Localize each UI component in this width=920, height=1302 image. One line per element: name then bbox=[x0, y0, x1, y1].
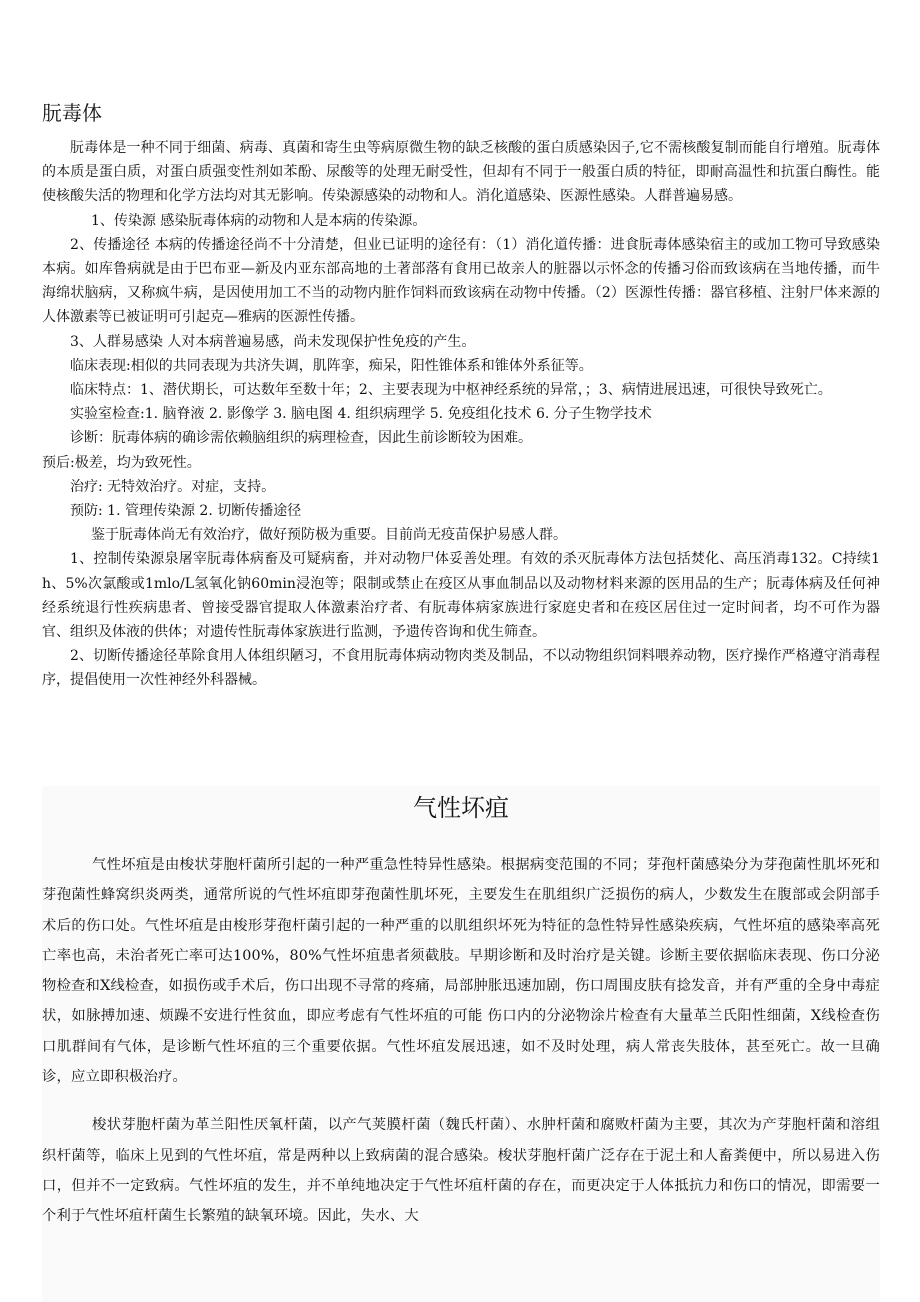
paragraph: 1、控制传染源泉屠宰朊毒体病畜及可疑病畜，并对动物尸体妥善处理。有效的杀灭朊毒体方法包括焚化、高压消毒132。C持续1h、5%次氯酸或1mlo/L氢氧化钠60min浸泡等；限制或禁止在疫区从事血制品以及动物材料来源的医用品的生产；朊毒体病及任何神经系统退行性疾病患者、曾接受器官提取人体激素治疗者、有朊毒体病家族进行家庭史者和在疫区居住过一定时间者，均不可作为器官、组织及体液的供体；对遗传性朊毒体家族进行监测，予遗传咨询和优生筛查。 bbox=[42, 551, 880, 641]
paragraph: 2、传播途径 本病的传播途径尚不十分清楚，但业已证明的途径有：（1）消化道传播：进食朊毒体感染宿主的或加工物可导致感染本病。如库鲁病就是由于巴布亚—新及内亚东部高地的土著部落有食用已故亲人的脏器以示怀念的传播习俗而致该病在当地传播，而牛海绵状脑病，又称疯牛病，是因使用加工不当的动物内脏作饲料而致该病在动物中传播。（2）医源性传播：器官移植、注射尸体来源的人体激素等已被证明可引起克—雅病的医源性传播。 bbox=[42, 236, 880, 326]
section-prion bbox=[42, 98, 880, 693]
paragraph: 梭状芽胞杆菌为革兰阳性厌氧杆菌，以产气荚膜杆菌（魏氏杆菌）、水肿杆菌和腐败杆菌为主要，其次为产芽胞杆菌和溶组织杆菌等，临床上见到的气性坏疽，常是两种以上致病菌的混合感染。梭状芽胞杆菌广泛存在于泥土和人畜粪便中，所以易进入伤口，但并不一定致病。气性坏疽的发生，并不单纯地决定于气性坏疽杆菌的存在，而更决定于人体抵抗力和伤口的情况，即需要一个利于气性坏疽杆菌生长繁殖的缺氧环境。因此，失水、大 bbox=[42, 1117, 880, 1225]
paragraph: 3、人群易感染 人对本病普遍易感，尚未发现保护性免疫的产生。 bbox=[70, 333, 476, 350]
paragraph: 预后:极差，均为致死性。 bbox=[42, 454, 201, 471]
paragraph: 诊断：朊毒体病的确诊需依赖脑组织的病理检查，因此生前诊断较为困难。 bbox=[70, 430, 532, 447]
paragraph: 2、切断传播途径革除食用人体组织陋习，不食用朊毒体病动物肉类及制品，不以动物组织饲料喂养动物，医疗操作严格遵守消毒程序，提倡使用一次性神经外科器械。 bbox=[42, 648, 880, 689]
paragraph: 治疗: 无特效治疗。对症，支持。 bbox=[70, 478, 276, 495]
paragraph: 气性坏疽是由梭状芽胞杆菌所引起的一种严重急性特异性感染。根据病变范围的不同；芽孢杆菌感染分为芽孢菌性肌坏死和芽孢菌性蜂窝织炎两类，通常所说的气性坏疽即芽孢菌性肌坏死，主要发生在肌组织广泛损伤的病人，少数发生在腹部或会阴部手术后的伤口处。气性坏疽是由梭形芽孢杆菌引起的一种严重的以肌组织坏死为特征的急性特异性感染疾病，气性坏疽的感染率高死亡率也高，未治者死亡率可达100%，80%气性坏疽患者须截肢。早期诊断和及时治疗是关键。诊断主要依据临床表现、伤口分泌物检查和X线检查，如损伤或手术后，伤口出现不寻常的疼痛，局部肿胀迅速加剧，伤口周围皮肤有捻发音，并有严重的全身中毒症状，如脉搏加速、烦躁不安进行性贫血，即应考虑有气性坏疽的可能 伤口内的分泌物涂片检查有大量革兰氏阳性细菌，X线检查伤口肌群间有气体，是诊断气性坏疽的三个重要依据。气性坏疽发展迅速，如不及时处理，病人常丧失肢体，甚至死亡。故一旦确诊，应立即积极治疗。 bbox=[42, 857, 880, 1086]
paragraph: 朊毒体是一种不同于细菌、病毒、真菌和寄生虫等病原微生物的缺乏核酸的蛋白质感染因子,它不需核酸复制而能自行增殖。朊毒体的本质是蛋白质，对蛋白质强变性剂如苯酚、尿酸等的处理无耐受性，但却有不同于一般蛋白质的特征，即耐高温性和抗蛋白酶性。能使核酸失活的物理和化学方法均对其无影响。传染源感染的动物和人。消化道感染、医源性感染。人群普遍易感。 bbox=[42, 140, 880, 205]
section-title-prion: 朊毒体 bbox=[42, 101, 102, 125]
paragraph: 预防: 1. 管理传染源 2. 切断传播途径 bbox=[70, 503, 302, 520]
paragraph: 临床特点：1、潜伏期长，可达数年至数十年；2、主要表现为中枢神经系统的异常，；3、病情进展迅速，可很快导致死亡。 bbox=[70, 382, 832, 399]
section-body bbox=[42, 850, 880, 1232]
paragraph: 临床表现:相似的共同表现为共济失调，肌阵挛，痴呆，阳性锥体系和锥体外系征等。 bbox=[70, 357, 593, 374]
paragraph: 鉴于朊毒体尚无有效治疗，做好预防极为重要。目前尚无疫苗保护易感人群。 bbox=[91, 527, 567, 544]
section-title-gas-gangrene: 气性坏疽 bbox=[413, 794, 509, 822]
paragraph: 实验室检查:1. 脑脊液 2. 影像学 3. 脑电图 4. 组织病理学 5. 免疫组化技术 6. 分子生物学技术 bbox=[70, 406, 652, 423]
paragraph-gap bbox=[42, 1092, 880, 1110]
section-gas-gangrene bbox=[42, 786, 880, 1302]
paragraph: 1、传染源 感染朊毒体病的动物和人是本病的传染源。 bbox=[91, 212, 427, 229]
